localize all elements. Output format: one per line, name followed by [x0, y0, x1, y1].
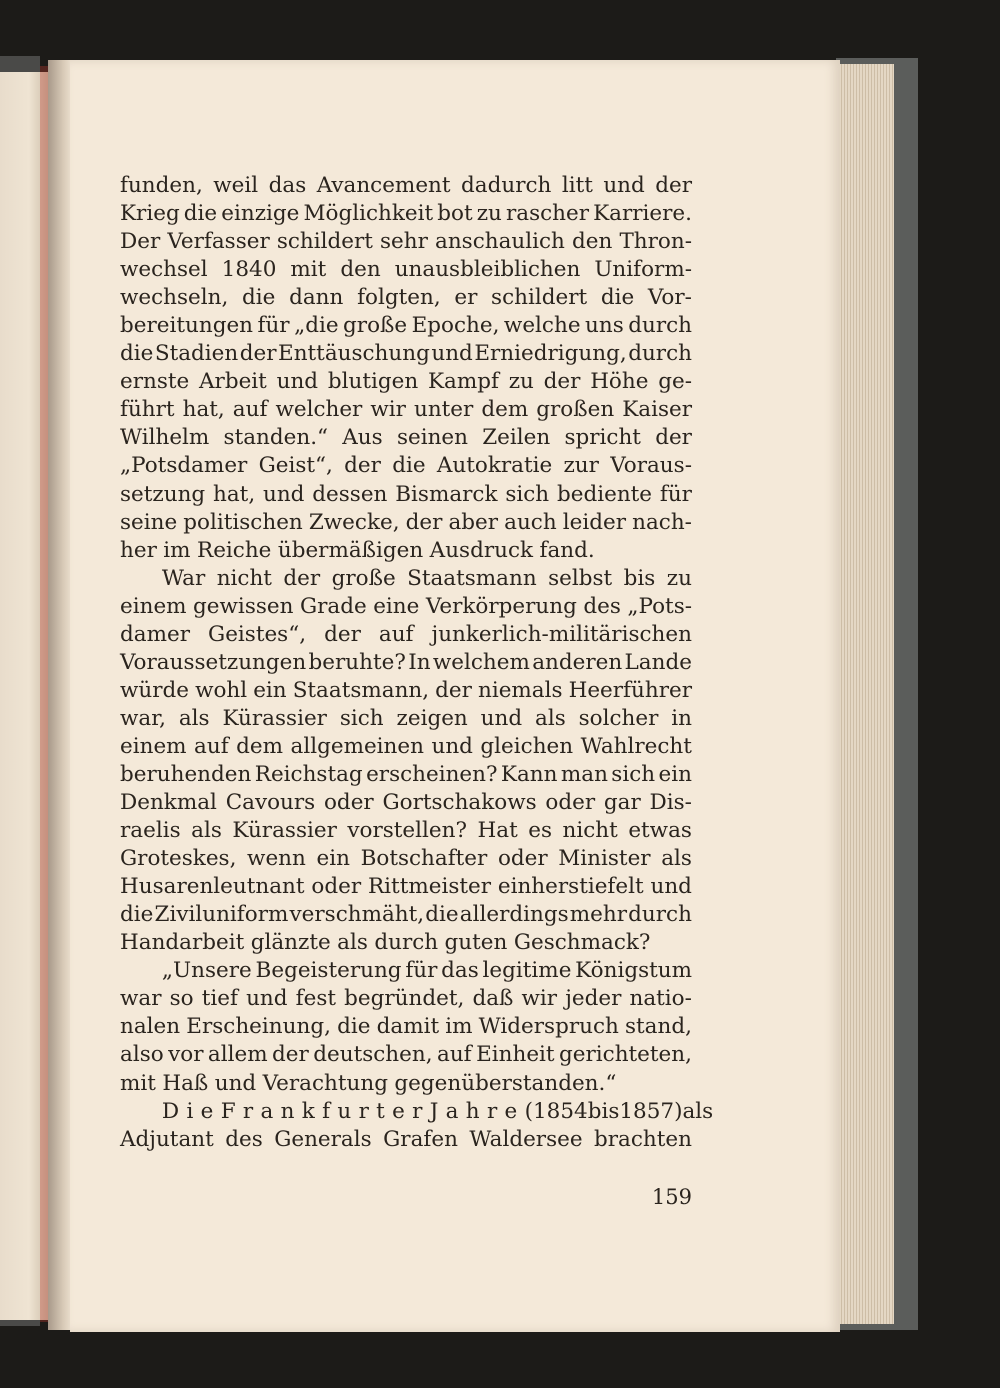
text-line: wechseln, die dann folgten, er schildert die Vor- [120, 285, 692, 311]
text-line: damer Geistes“, der auf junkerlich-militärischen [120, 621, 692, 647]
text-line: setzung hat, und dessen Bismarck sich bediente für [120, 481, 692, 507]
text-line: Wilhelm standen.“ Aus seinen Zeilen spricht der [120, 425, 692, 451]
text-line: War nicht der große Staatsmann selbst bis zu [161, 565, 692, 591]
text-line: die Stadien der Enttäuschung und Erniedrigung, durch [120, 341, 692, 367]
text-line: Husarenleutnant oder Rittmeister einherstiefelt und [120, 874, 692, 900]
text-line: beruhenden Reichstag erscheinen? Kann man sich ein [120, 761, 692, 787]
text-line: mit Haß und Verachtung gegenüberstanden.“ [120, 1070, 617, 1096]
text-line: „Potsdamer Geist“, der die Autokratie zur Voraus- [120, 453, 692, 479]
text-line: Krieg die einzige Möglichkeit bot zu rascher Karriere. [120, 201, 692, 227]
text-line: „Unsere Begeisterung für das legitime Königstum [161, 958, 692, 984]
text-line: war so tief und fest begründet, daß wir jeder natio- [120, 986, 692, 1012]
text-line: Der Verfasser schildert sehr anschaulich den Thron- [120, 229, 692, 255]
text-line: wechsel 1840 mit den unausbleiblichen Uniform- [120, 257, 692, 283]
book-page [70, 60, 840, 1332]
text-line: einem auf dem allgemeinen und gleichen Wahlrecht [120, 733, 692, 759]
text-line: einem gewissen Grade eine Verkörperung des „Pots- [120, 593, 692, 619]
body-text [120, 172, 714, 1154]
text-line: raelis als Kürassier vorstellen? Hat es nicht etwas [120, 818, 692, 844]
text-line: Die Frankfurter Jahre (1854 bis 1857) als [161, 1098, 714, 1124]
text-line: Voraussetzungen beruhte? In welchem anderen Lande [120, 649, 692, 675]
text-line: ernste Arbeit und blutigen Kampf zu der Höhe ge- [120, 369, 692, 395]
text-line: funden, weil das Avancement dadurch litt und der [120, 173, 692, 198]
text-line: also vor allem der deutschen, auf Einheit gerichteten, [120, 1042, 692, 1068]
text-line: führt hat, auf welcher wir unter dem großen Kaiser [120, 397, 692, 423]
text-line: würde wohl ein Staatsmann, der niemals Heerführer [120, 677, 692, 703]
text-line: nalen Erscheinung, die damit im Widerspruch stand, [120, 1014, 692, 1040]
text-line: Adjutant des Generals Grafen Waldersee brachten [120, 1126, 692, 1152]
text-line: seine politischen Zwecke, der aber auch leider nach- [120, 509, 692, 535]
text-line: Denkmal Cavours oder Gortschakows oder gar Dis- [120, 790, 692, 816]
text-line: bereitungen für „die große Epoche, welche uns durch [120, 313, 692, 339]
text-line: her im Reiche übermäßigen Ausdruck fand. [120, 537, 595, 563]
text-line: Handarbeit glänzte als durch guten Geschmack? [120, 930, 651, 956]
page-block-edge [836, 64, 894, 1324]
text-line: war, als Kürassier sich zeigen und als solcher in [120, 705, 692, 731]
text-line: die Ziviluniform verschmäht, die allerdings mehr durch [120, 902, 692, 928]
text-line: Groteskes, wenn ein Botschafter oder Minister als [120, 846, 692, 872]
page-number: 159 [651, 1185, 692, 1209]
